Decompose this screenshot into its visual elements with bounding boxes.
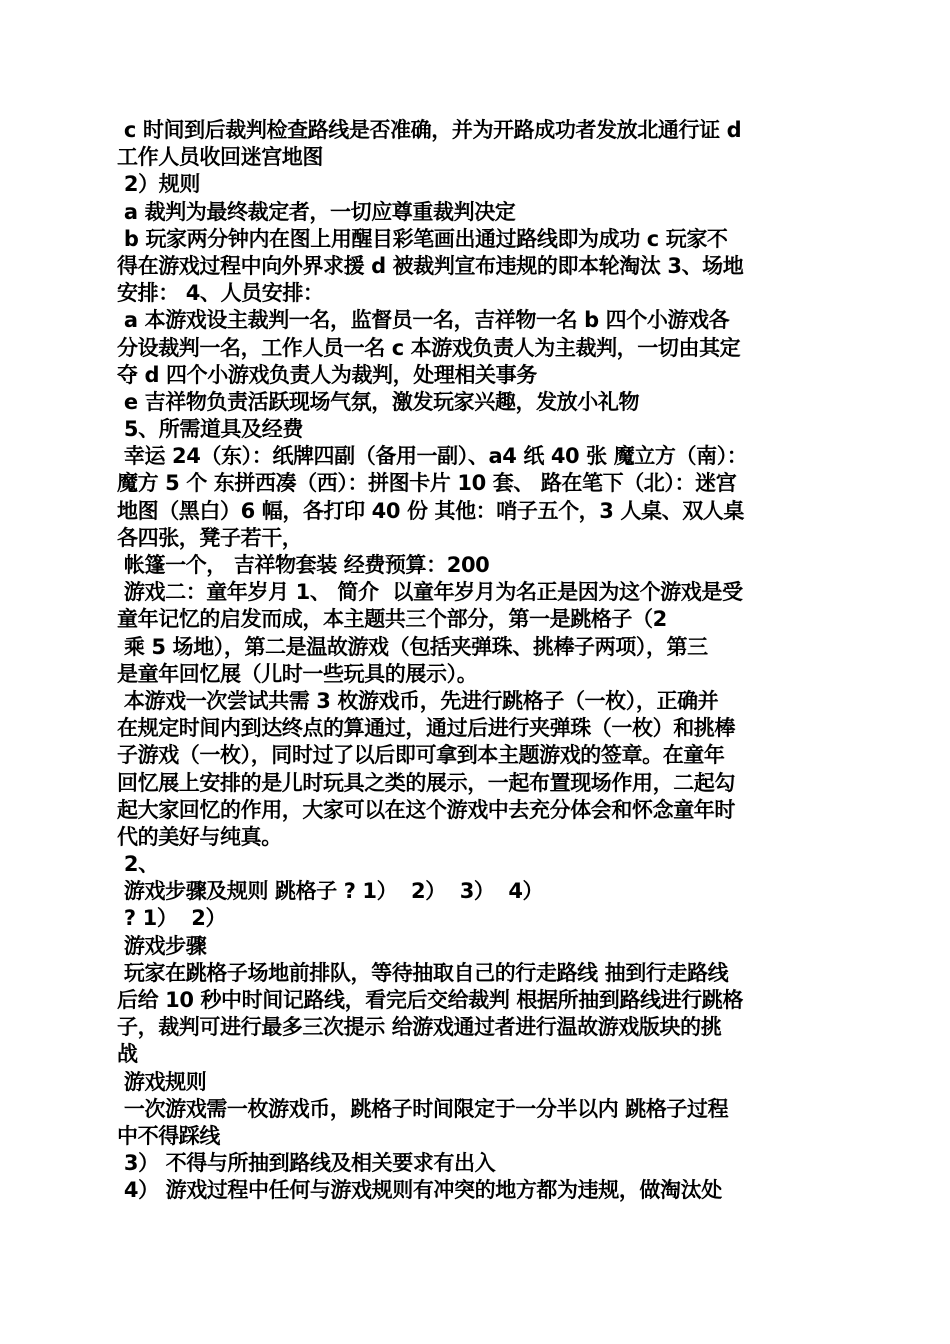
section-heading: 游戏规则: [117, 1069, 207, 1094]
text-line: 起大家回忆的作用，大家可以在这个游戏中去充分体会和怀念童年时: [117, 797, 735, 822]
text-line: a 本游戏设主裁判一名，监督员一名，吉祥物一名 b 四个小游戏各: [117, 308, 730, 333]
text-line: e 吉祥物负责活跃现场气氛，激发玩家兴趣，发放小礼物: [117, 389, 640, 414]
section-heading: 2）规则: [117, 172, 200, 197]
text-line: 一次游戏需一枚游戏币，跳格子时间限定于一分半以内 跳格子过程: [117, 1096, 729, 1121]
text-line: c 时间到后裁判检查路线是否准确，并为开路成功者发放北通行证 d: [117, 118, 742, 142]
text-line: 在规定时间内到达终点的算通过，通过后进行夹弹珠（一枚）和挑棒: [117, 716, 735, 741]
text-line: 后给 10 秒中时间记路线，看完后交给裁判 根据所抽到路线进行跳格: [117, 988, 743, 1012]
text-line: 童年记忆的启发而成，本主题共三个部分，第一是跳格子（2: [117, 607, 667, 632]
section-heading: 5、所需道具及经费: [117, 417, 303, 442]
text-line: 本游戏一次尝试共需 3 枚游戏币，先进行跳格子（一枚），正确并: [117, 688, 719, 713]
text-line: 4） 游戏过程中任何与游戏规则有冲突的地方都为违规，做淘汰处: [117, 1178, 722, 1203]
text-line: 是童年回忆展（儿时一些玩具的展示）。: [117, 661, 478, 686]
text-line: 魔方 5 个 东拼西凑（西）：拼图卡片 10 套、 路在笔下（北）：迷宫: [117, 471, 737, 496]
text-line: 乘 5 场地），第二是温故游戏（包括夹弹珠、挑棒子两项），第三: [117, 634, 708, 659]
text-line: 回忆展上安排的是儿时玩具之类的展示，一起布置现场作用，二起勾: [117, 770, 735, 795]
text-line: 游戏步骤及规则 跳格子 ? 1） 2） 3） 4）: [117, 879, 544, 904]
text-line: 代的美好与纯真。: [117, 824, 282, 849]
text-line: 分设裁判一名，工作人员一名 c 本游戏负责人为主裁判，一切由其定: [117, 335, 741, 360]
document-page: [117, 117, 839, 1205]
text-line: 玩家在跳格子场地前排队，等待抽取自己的行走路线 抽到行走路线: [117, 960, 729, 985]
text-line: 得在游戏过程中向外界求援 d 被裁判宣布违规的即本轮淘汰 3、场地: [117, 253, 744, 278]
text-line: 工作人员收回迷宫地图: [117, 145, 323, 170]
text-line: 3） 不得与所抽到路线及相关要求有出入: [117, 1151, 496, 1176]
text-line: 中不得踩线: [117, 1123, 220, 1148]
text-line: a 裁判为最终裁定者，一切应尊重裁判决定: [117, 199, 516, 224]
section-heading: 游戏步骤: [117, 933, 207, 958]
text-line: ? 1） 2）: [117, 906, 227, 931]
text-line: 子，裁判可进行最多三次提示 给游戏通过者进行温故游戏版块的挑: [117, 1015, 722, 1040]
text-line: 安排： 4、人员安排：: [117, 281, 324, 306]
text-line: b 玩家两分钟内在图上用醒目彩笔画出通过路线即为成功 c 玩家不: [117, 226, 728, 251]
text-line: 游戏二：童年岁月 1、 简介 以童年岁月为名正是因为这个游戏是受: [117, 580, 743, 605]
text-line: 幸运 24（东）：纸牌四副（备用一副）、a4 纸 40 张 魔立方（南）：: [117, 444, 748, 469]
text-line: 子游戏（一枚），同时过了以后即可拿到本主题游戏的签章。在童年: [117, 743, 725, 768]
text-line: 夺 d 四个小游戏负责人为裁判，处理相关事务: [117, 362, 537, 387]
text-line: 帐篷一个， 吉祥物套装 经费预算：200: [117, 553, 490, 577]
text-line: 各四张，凳子若干，: [117, 525, 303, 550]
text-line: 地图（黑白）6 幅，各打印 40 份 其他：哨子五个，3 人桌、双人桌: [117, 498, 745, 523]
section-heading: 2、: [117, 852, 159, 877]
text-line: 战: [117, 1042, 138, 1067]
